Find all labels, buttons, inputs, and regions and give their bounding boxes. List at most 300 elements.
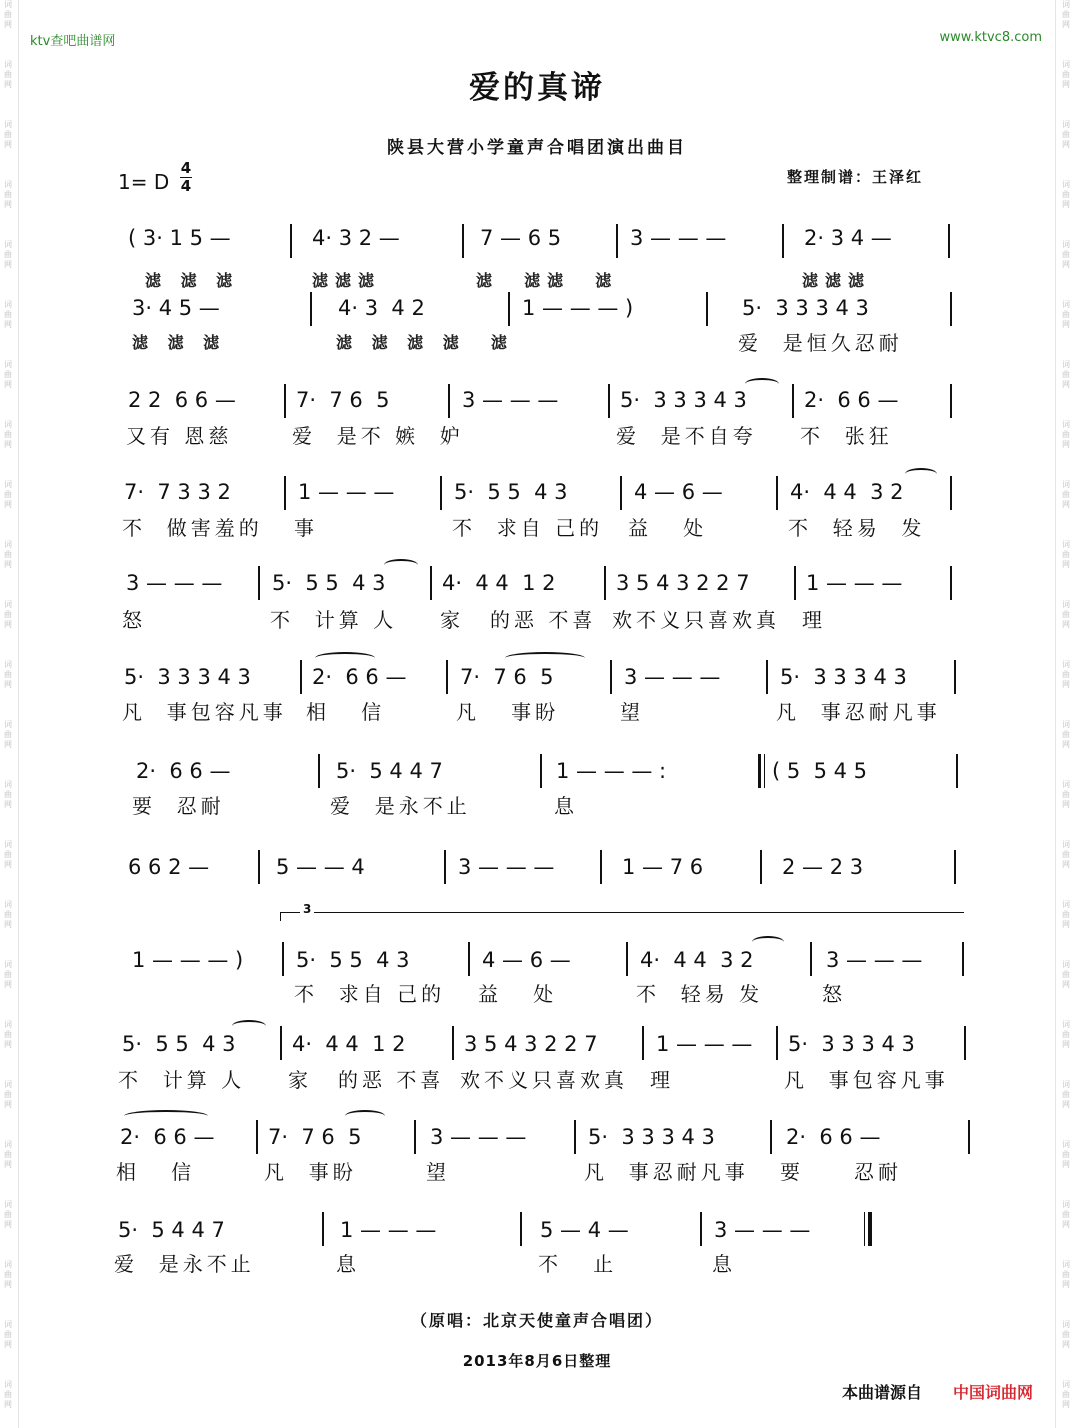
barline [452, 1026, 454, 1060]
watermark-glyph: 网 [4, 680, 12, 689]
watermark-glyph: 词 [4, 1380, 12, 1389]
barline [284, 384, 286, 418]
lyric: 益 处 [478, 982, 558, 1006]
lyric: 息 [554, 794, 578, 818]
watermark-glyph: 网 [4, 20, 12, 29]
barline [468, 942, 470, 976]
watermark-glyph: 词 [1062, 840, 1070, 849]
watermark-glyph: 词 [1062, 660, 1070, 669]
barline [290, 224, 292, 258]
slur [345, 1110, 385, 1122]
lyric: 不 计算 人 [270, 608, 398, 632]
measure: 5 — 4 — [540, 1218, 629, 1242]
repeat-barline-thin [764, 754, 765, 788]
measure: ( 3· 1 5 — [128, 226, 231, 250]
barline [792, 384, 794, 418]
watermark-glyph: 曲 [4, 70, 12, 79]
barline [444, 850, 446, 884]
measure: 2· 6 6 — [120, 1125, 215, 1149]
watermark-glyph: 曲 [4, 910, 12, 919]
measure: 3 — — — [714, 1218, 811, 1242]
source-label: 本曲谱源自 [842, 1383, 923, 1402]
watermark-glyph: 曲 [1062, 670, 1070, 679]
lyric: 滤滤滤 [312, 271, 382, 290]
watermark-glyph: 曲 [1062, 250, 1070, 259]
lyric: 滤滤滤 [802, 271, 872, 290]
watermark-glyph: 曲 [1062, 1150, 1070, 1159]
lyric-row [0, 604, 1074, 632]
watermark-glyph: 曲 [1062, 910, 1070, 919]
lyric: 爱 是永不止 [330, 794, 471, 818]
watermark-glyph: 曲 [4, 10, 12, 19]
watermark-glyph: 词 [4, 180, 12, 189]
final-barline-thin [864, 1212, 865, 1246]
barline [610, 660, 612, 694]
watermark-glyph: 网 [4, 380, 12, 389]
measure: 7 — 6 5 [480, 226, 562, 250]
watermark-glyph: 曲 [1062, 790, 1070, 799]
barline [954, 660, 956, 694]
watermark-glyph: 网 [1062, 680, 1070, 689]
barline [968, 1120, 970, 1154]
tuplet-number: 3 [300, 902, 314, 916]
barline [950, 476, 952, 510]
barline [604, 566, 606, 600]
watermark-glyph: 曲 [4, 850, 12, 859]
original-singer: （原唱：北京天使童声合唱团） [410, 1311, 663, 1330]
barline [948, 224, 950, 258]
watermark-glyph: 词 [4, 360, 12, 369]
watermark-glyph: 曲 [1062, 190, 1070, 199]
watermark-glyph: 曲 [4, 1150, 12, 1159]
slur [384, 559, 418, 571]
watermark-glyph: 网 [1062, 200, 1070, 209]
measure: 5· 5 5 4 3 [296, 948, 410, 972]
lyric: 爱 是不 嫉 妒 [292, 424, 464, 448]
lyric: 的恶 不喜 [338, 1068, 445, 1092]
measure: 4· 3 4 2 [338, 296, 425, 320]
lyric-row [0, 790, 1074, 818]
watermark-glyph: 曲 [4, 550, 12, 559]
watermark-glyph: 词 [1062, 1260, 1070, 1269]
watermark-glyph: 网 [4, 560, 12, 569]
watermark-glyph: 词 [1062, 900, 1070, 909]
measure: 2· 6 6 — [786, 1125, 881, 1149]
watermark-glyph: 网 [1062, 320, 1070, 329]
watermark-glyph: 曲 [1062, 730, 1070, 739]
watermark-glyph: 词 [4, 120, 12, 129]
measure: 1 — 7 6 [622, 855, 704, 879]
watermark-glyph: 网 [4, 920, 12, 929]
watermark-glyph: 曲 [4, 1270, 12, 1279]
watermark-glyph: 网 [4, 1100, 12, 1109]
watermark-glyph: 曲 [1062, 1330, 1070, 1339]
watermark-glyph: 曲 [4, 370, 12, 379]
lyric: 理 [802, 608, 826, 632]
measure: 3 — — — [126, 571, 223, 595]
watermark-glyph: 词 [4, 420, 12, 429]
watermark-glyph: 曲 [1062, 1210, 1070, 1219]
measure: 3 — — — [624, 665, 721, 689]
watermark-glyph: 曲 [4, 970, 12, 979]
slur [745, 378, 779, 390]
measure: 1 — — — [340, 1218, 437, 1242]
watermark-glyph: 词 [4, 240, 12, 249]
measure: 5 — — 4 [276, 855, 365, 879]
lyric: 怒 [122, 608, 146, 632]
watermark-glyph: 曲 [4, 790, 12, 799]
notation-row [0, 226, 1074, 264]
lyric: 家 [288, 1068, 312, 1092]
measure: 5· 3 3 3 4 3 [788, 1032, 915, 1056]
barline [600, 850, 602, 884]
repeat-barline [758, 754, 761, 788]
measure: 5· 5 5 4 3 [272, 571, 386, 595]
watermark-glyph: 网 [4, 1340, 12, 1349]
arranger-credit: 整理制谱：王泽红 [787, 168, 924, 186]
lyric: 不 计算 人 [118, 1068, 246, 1092]
watermark-glyph: 词 [4, 540, 12, 549]
barline [956, 754, 958, 788]
watermark-glyph: 网 [4, 1400, 12, 1409]
watermark-glyph: 词 [4, 1200, 12, 1209]
watermark-glyph: 网 [4, 1040, 12, 1049]
watermark-glyph: 网 [1062, 800, 1070, 809]
site-link-left[interactable]: ktv查吧曲谱网 [30, 34, 116, 49]
measure: 5· 5 5 4 3 [454, 480, 568, 504]
watermark-glyph: 曲 [1062, 1390, 1070, 1399]
barline [770, 1120, 772, 1154]
watermark-glyph: 词 [4, 1020, 12, 1029]
measure: 4· 4 4 1 2 [292, 1032, 406, 1056]
barline [776, 1026, 778, 1060]
watermark-glyph: 曲 [1062, 1090, 1070, 1099]
watermark-glyph: 曲 [1062, 430, 1070, 439]
barline [954, 850, 956, 884]
lyric: 理 [650, 1068, 674, 1092]
lyric: 怒 [822, 982, 846, 1006]
watermark-glyph: 词 [1062, 60, 1070, 69]
watermark-glyph: 词 [1062, 540, 1070, 549]
watermark-glyph: 网 [1062, 740, 1070, 749]
measure: 1 — — — ) [132, 948, 244, 972]
lyric: 不 做害羞的 [122, 516, 263, 540]
watermark-glyph: 曲 [1062, 10, 1070, 19]
watermark-glyph: 网 [1062, 620, 1070, 629]
watermark-glyph: 曲 [4, 670, 12, 679]
measure: 3 5 4 3 2 2 7 [616, 571, 750, 595]
watermark-glyph: 网 [1062, 260, 1070, 269]
song-subtitle: 陕县大营小学童声合唱团演出曲目 [387, 138, 687, 158]
barline [540, 754, 542, 788]
measure: 5· 3 3 3 4 3 [780, 665, 907, 689]
lyric: 滤 滤 滤 滤 滤 [336, 333, 514, 352]
measure: 2· 6 6 — [804, 388, 899, 412]
watermark-glyph: 曲 [4, 190, 12, 199]
measure: 3 — — — [458, 855, 555, 879]
lyric: 滤 滤 滤 [145, 271, 240, 290]
barline [760, 850, 762, 884]
measure: 5· 5 5 4 3 [122, 1032, 236, 1056]
measure: 7· 7 6 5 [296, 388, 390, 412]
measure: 4· 4 4 1 2 [442, 571, 556, 595]
watermark-glyph: 网 [4, 140, 12, 149]
measure: 5· 5 4 4 7 [118, 1218, 225, 1242]
lyric: 息 [712, 1252, 736, 1276]
lyric: 望 [426, 1160, 450, 1184]
watermark-glyph: 网 [4, 980, 12, 989]
watermark-glyph: 词 [4, 1260, 12, 1269]
measure: 6 6 2 — [128, 855, 210, 879]
final-barline-thick [868, 1212, 872, 1246]
watermark-glyph: 词 [1062, 780, 1070, 789]
barline [782, 224, 784, 258]
measure: 3 — — — [826, 948, 923, 972]
watermark-glyph: 网 [1062, 440, 1070, 449]
lyric: 凡 事包容凡事 [122, 700, 287, 724]
barline [626, 942, 628, 976]
time-signature-bottom: 4 [180, 177, 192, 195]
lyric: 望 [620, 700, 644, 724]
barline [462, 224, 464, 258]
watermark-glyph: 词 [4, 1320, 12, 1329]
song-title: 爱的真谛 [469, 70, 605, 106]
lyric: 爱 是恒久忍耐 [738, 331, 903, 355]
watermark-glyph: 词 [4, 660, 12, 669]
measure: 7· 7 6 5 [268, 1125, 362, 1149]
watermark-glyph: 词 [4, 0, 12, 9]
watermark-glyph: 词 [4, 1140, 12, 1149]
measure: 2· 3 4 — [804, 226, 892, 250]
watermark-glyph: 网 [1062, 1220, 1070, 1229]
lyric: 爱 是不自夸 [616, 424, 757, 448]
watermark-glyph: 网 [1062, 860, 1070, 869]
barline [766, 660, 768, 694]
site-link-right[interactable]: www.ktvc8.com [939, 30, 1042, 45]
watermark-glyph: 曲 [1062, 490, 1070, 499]
watermark-glyph: 网 [4, 80, 12, 89]
lyric: 凡 事盼 [264, 1160, 357, 1184]
measure: 5· 3 3 3 4 3 [588, 1125, 715, 1149]
watermark-glyph: 词 [1062, 960, 1070, 969]
measure: 1 — — — [806, 571, 903, 595]
barline [574, 1120, 576, 1154]
barline [620, 476, 622, 510]
barline [616, 224, 618, 258]
barline [300, 660, 302, 694]
time-signature-top: 4 [180, 159, 192, 177]
measure: 1 — — — : [556, 759, 667, 783]
lyric: 滤 滤 滤 [132, 333, 227, 352]
barline [608, 384, 610, 418]
lyric: 息 [336, 1252, 360, 1276]
measure: 4 — 6 — [634, 480, 723, 504]
lyric: 要 忍耐 [132, 794, 225, 818]
slur [232, 1020, 266, 1032]
lyric-row [0, 1064, 1074, 1092]
watermark-glyph: 网 [4, 860, 12, 869]
lyric-row [0, 327, 1074, 355]
watermark-glyph: 曲 [1062, 370, 1070, 379]
lyric: 欢不义只喜欢真 [460, 1068, 628, 1092]
measure: 3 — — — [630, 226, 727, 250]
lyric: 凡 事忍耐凡事 [584, 1160, 749, 1184]
lyric: 滤 滤滤 滤 [476, 271, 619, 290]
barline [642, 1026, 644, 1060]
watermark-glyph: 网 [1062, 920, 1070, 929]
source-site-link[interactable]: 中国词曲网 [953, 1383, 1034, 1402]
watermark-glyph: 曲 [4, 730, 12, 739]
lyric: 相 信 [306, 700, 386, 724]
lyric: 的恶 不喜 [490, 608, 597, 632]
measure: 4· 4 4 3 2 [640, 948, 754, 972]
barline [258, 566, 260, 600]
barline [430, 566, 432, 600]
measure: 2· 6 6 — [312, 665, 407, 689]
time-signature [180, 160, 192, 195]
watermark-glyph: 网 [1062, 140, 1070, 149]
barline [706, 292, 708, 326]
lyric: 要 [780, 1160, 804, 1184]
watermark-glyph: 曲 [1062, 310, 1070, 319]
watermark-glyph: 曲 [4, 430, 12, 439]
barline [810, 942, 812, 976]
watermark-glyph: 词 [4, 480, 12, 489]
watermark-glyph: 网 [1062, 1280, 1070, 1289]
slur [505, 652, 585, 664]
watermark-glyph: 曲 [1062, 610, 1070, 619]
watermark-glyph: 词 [4, 720, 12, 729]
watermark-glyph: 词 [1062, 360, 1070, 369]
barline [318, 754, 320, 788]
measure: 5· 3 3 3 4 3 [620, 388, 747, 412]
measure: 5· 3 3 3 4 3 [742, 296, 869, 320]
measure: 5· 3 3 3 4 3 [124, 665, 251, 689]
lyric: 欢不义只喜欢真 [612, 608, 780, 632]
watermark-glyph: 曲 [4, 130, 12, 139]
lyric: 不 求自 己的 [294, 982, 446, 1006]
barline [258, 850, 260, 884]
watermark-glyph: 词 [1062, 720, 1070, 729]
watermark-glyph: 曲 [4, 310, 12, 319]
measure: 1 — — — ) [522, 296, 634, 320]
watermark-glyph: 网 [1062, 560, 1070, 569]
watermark-glyph: 网 [4, 260, 12, 269]
barline [508, 292, 510, 326]
watermark-glyph: 曲 [4, 1030, 12, 1039]
watermark-glyph: 网 [1062, 20, 1070, 29]
watermark-glyph: 词 [1062, 120, 1070, 129]
watermark-glyph: 词 [1062, 180, 1070, 189]
watermark-glyph: 网 [4, 440, 12, 449]
measure: ( 5 5 4 5 [772, 759, 868, 783]
watermark-glyph: 网 [4, 1220, 12, 1229]
lyric-row [0, 420, 1074, 448]
watermark-glyph: 词 [4, 300, 12, 309]
barline [256, 1120, 258, 1154]
watermark-glyph: 词 [4, 60, 12, 69]
watermark-glyph: 网 [1062, 1160, 1070, 1169]
measure: 1 — — — [298, 480, 395, 504]
lyric: 不 止 [538, 1252, 618, 1276]
watermark-glyph: 词 [4, 900, 12, 909]
lyric: 凡 事盼 [456, 700, 560, 724]
lyric: 忍耐 [854, 1160, 902, 1184]
barline [282, 942, 284, 976]
measure: 2· 6 6 — [136, 759, 231, 783]
watermark-glyph: 曲 [1062, 70, 1070, 79]
watermark-glyph: 网 [4, 1280, 12, 1289]
watermark-glyph: 词 [4, 840, 12, 849]
barline [950, 384, 952, 418]
notation-row [0, 855, 1074, 893]
measure: 7· 7 3 3 2 [124, 480, 231, 504]
lyric: 相 信 [116, 1160, 196, 1184]
measure: 4· 4 4 3 2 [790, 480, 904, 504]
watermark-glyph: 网 [1062, 1340, 1070, 1349]
barline [446, 660, 448, 694]
barline [284, 476, 286, 510]
watermark-glyph: 网 [4, 800, 12, 809]
watermark-glyph: 曲 [1062, 130, 1070, 139]
measure: 3 5 4 3 2 2 7 [464, 1032, 598, 1056]
measure: 4· 3 2 — [312, 226, 400, 250]
watermark-glyph: 曲 [4, 1090, 12, 1099]
lyric: 凡 事忍耐凡事 [776, 700, 941, 724]
watermark-glyph: 词 [4, 1080, 12, 1089]
measure: 7· 7 6 5 [460, 665, 554, 689]
lyric: 家 [440, 608, 464, 632]
watermark-glyph: 网 [4, 500, 12, 509]
measure: 2 — 2 3 [782, 855, 864, 879]
watermark-glyph: 网 [1062, 1100, 1070, 1109]
barline [310, 292, 312, 326]
watermark-glyph: 曲 [4, 1330, 12, 1339]
lyric: 爱 是永不止 [114, 1252, 255, 1276]
watermark-glyph: 网 [4, 320, 12, 329]
watermark-glyph: 曲 [1062, 1270, 1070, 1279]
key-signature: 1= D [118, 170, 170, 194]
lyric-row [0, 268, 1074, 296]
watermark-glyph: 词 [1062, 1080, 1070, 1089]
watermark-glyph: 词 [1062, 300, 1070, 309]
arranged-date: 2013年8月6日整理 [462, 1352, 612, 1370]
watermark-glyph: 网 [4, 620, 12, 629]
lyric: 事 [294, 516, 318, 540]
measure: 3 — — — [430, 1125, 527, 1149]
barline [962, 942, 964, 976]
lyric-row [0, 1248, 1074, 1276]
watermark-glyph: 曲 [1062, 970, 1070, 979]
lyric-row [0, 978, 1074, 1006]
lyric-row [0, 1156, 1074, 1184]
watermark-glyph: 网 [1062, 80, 1070, 89]
slur [905, 468, 937, 480]
barline [448, 384, 450, 418]
watermark-glyph: 词 [1062, 240, 1070, 249]
watermark-glyph: 网 [1062, 1400, 1070, 1409]
watermark-glyph: 网 [4, 740, 12, 749]
slur [315, 652, 375, 664]
watermark-glyph: 网 [1062, 1040, 1070, 1049]
measure: 1 — — — [656, 1032, 753, 1056]
measure: 2 2 6 6 — [128, 388, 236, 412]
watermark-glyph: 网 [1062, 380, 1070, 389]
lyric: 不 求自 己的 [452, 516, 604, 540]
barline [964, 1026, 966, 1060]
barline [440, 476, 442, 510]
watermark-glyph: 词 [1062, 0, 1070, 9]
